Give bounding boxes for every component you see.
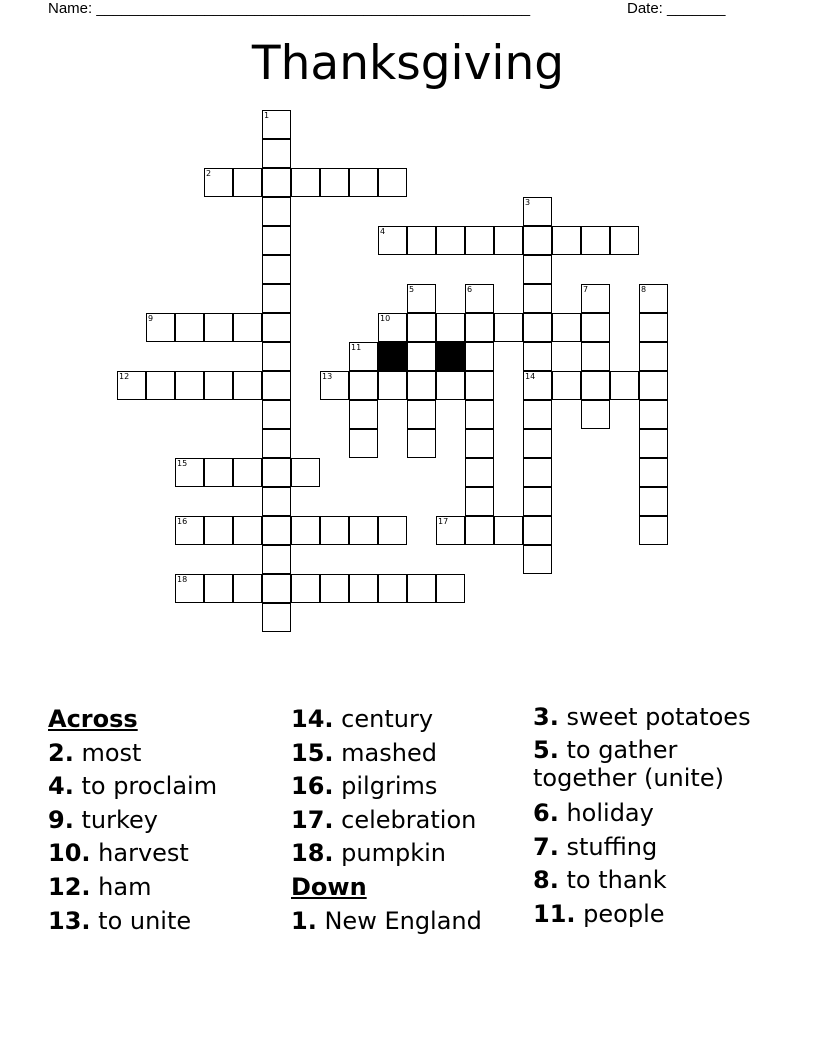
- grid-cell[interactable]: [465, 226, 494, 255]
- grid-cell[interactable]: [204, 458, 233, 487]
- clue-number: 2: [206, 169, 212, 178]
- grid-cell[interactable]: [349, 168, 378, 197]
- grid-cell[interactable]: [262, 487, 291, 516]
- grid-cell[interactable]: [204, 168, 233, 197]
- grid-cell[interactable]: [465, 458, 494, 487]
- grid-cell[interactable]: [262, 255, 291, 284]
- grid-cell[interactable]: [262, 429, 291, 458]
- grid-cell[interactable]: [233, 458, 262, 487]
- grid-cell[interactable]: [349, 371, 378, 400]
- grid-cell[interactable]: [407, 371, 436, 400]
- clue-column-3: [533, 703, 773, 931]
- across-clue: 9. turkey: [48, 805, 158, 834]
- grid-cell[interactable]: [465, 487, 494, 516]
- grid-cell[interactable]: [320, 168, 349, 197]
- grid-cell[interactable]: [175, 574, 204, 603]
- grid-cell[interactable]: [639, 400, 668, 429]
- grid-cell[interactable]: [436, 371, 465, 400]
- clue-number: 15: [177, 459, 188, 468]
- grid-cell[interactable]: [146, 313, 175, 342]
- grid-cell[interactable]: [291, 458, 320, 487]
- grid-cell[interactable]: [291, 516, 320, 545]
- down-clue: 1. New England: [291, 906, 482, 935]
- grid-cell[interactable]: [262, 313, 291, 342]
- grid-cell[interactable]: [320, 371, 349, 400]
- grid-cell[interactable]: [436, 574, 465, 603]
- grid-cell[interactable]: [523, 429, 552, 458]
- clue-number: 8: [641, 285, 647, 294]
- clue-number: 18: [177, 575, 188, 584]
- across-clue: 14. century: [291, 705, 434, 733]
- page-title: Thanksgiving: [251, 36, 565, 91]
- grid-cell[interactable]: [523, 545, 552, 574]
- grid-cell[interactable]: [523, 516, 552, 545]
- grid-cell[interactable]: [436, 313, 465, 342]
- across-clue: 16. pilgrims: [291, 772, 438, 801]
- grid-cell[interactable]: [465, 284, 494, 313]
- grid-cell[interactable]: [204, 313, 233, 342]
- grid-cell[interactable]: [639, 371, 668, 400]
- clue-number: 12: [119, 372, 130, 381]
- grid-cell[interactable]: [581, 284, 610, 313]
- grid-cell[interactable]: [378, 516, 407, 545]
- grid-cell[interactable]: [494, 313, 523, 342]
- down-clue: 7. stuffing: [533, 832, 658, 861]
- grid-block: [378, 342, 407, 371]
- grid-cell[interactable]: [204, 516, 233, 545]
- grid-cell[interactable]: [465, 400, 494, 429]
- grid-cell[interactable]: [233, 168, 262, 197]
- grid-cell[interactable]: [320, 574, 349, 603]
- grid-cell[interactable]: [175, 371, 204, 400]
- grid-cell[interactable]: [233, 516, 262, 545]
- grid-cell[interactable]: [378, 574, 407, 603]
- grid-cell[interactable]: [233, 574, 262, 603]
- down-clue: 8. to thank: [533, 866, 667, 895]
- grid-cell[interactable]: [494, 516, 523, 545]
- grid-cell[interactable]: [639, 458, 668, 487]
- clue-number: 5: [409, 285, 415, 294]
- grid-block: [436, 342, 465, 371]
- grid-cell[interactable]: [262, 197, 291, 226]
- grid-cell[interactable]: [465, 429, 494, 458]
- date-field-label: Date: _______: [627, 0, 726, 17]
- grid-cell[interactable]: [262, 168, 291, 197]
- down-clue: 5. to gather together (unite): [533, 736, 724, 792]
- grid-cell[interactable]: [291, 574, 320, 603]
- clue-column-2: [291, 703, 531, 938]
- clue-number: 16: [177, 517, 188, 526]
- grid-cell[interactable]: [407, 400, 436, 429]
- grid-cell[interactable]: [610, 226, 639, 255]
- grid-cell[interactable]: [407, 226, 436, 255]
- clue-number: 13: [322, 372, 333, 381]
- down-clue: 6. holiday: [533, 799, 654, 827]
- grid-cell[interactable]: [378, 168, 407, 197]
- grid-cell[interactable]: [378, 371, 407, 400]
- clue-number: 3: [525, 198, 531, 207]
- grid-cell[interactable]: [233, 371, 262, 400]
- clue-number: 1: [264, 111, 270, 120]
- grid-cell[interactable]: [175, 313, 204, 342]
- grid-cell[interactable]: [639, 429, 668, 458]
- grid-cell[interactable]: [349, 516, 378, 545]
- grid-cell[interactable]: [204, 371, 233, 400]
- grid-cell[interactable]: [465, 516, 494, 545]
- grid-cell[interactable]: [407, 313, 436, 342]
- grid-cell[interactable]: [465, 342, 494, 371]
- grid-cell[interactable]: [581, 371, 610, 400]
- clue-number: 4: [380, 227, 386, 236]
- grid-cell[interactable]: [465, 313, 494, 342]
- grid-cell[interactable]: [349, 429, 378, 458]
- grid-cell[interactable]: [262, 284, 291, 313]
- grid-cell[interactable]: [175, 458, 204, 487]
- across-clue: 18. pumpkin: [291, 839, 446, 868]
- clue-number: 17: [438, 517, 449, 526]
- across-clue: 12. ham: [48, 872, 152, 901]
- grid-cell[interactable]: [494, 226, 523, 255]
- clue-number: 6: [467, 285, 473, 294]
- grid-cell[interactable]: [552, 226, 581, 255]
- grid-cell[interactable]: [581, 342, 610, 371]
- across-clue: 15. mashed: [291, 738, 437, 767]
- grid-cell[interactable]: [291, 168, 320, 197]
- clue-number: 11: [351, 343, 362, 352]
- grid-cell[interactable]: [639, 342, 668, 371]
- grid-cell[interactable]: [436, 226, 465, 255]
- grid-cell[interactable]: [407, 574, 436, 603]
- grid-cell[interactable]: [262, 342, 291, 371]
- grid-cell[interactable]: [262, 400, 291, 429]
- grid-cell[interactable]: [262, 516, 291, 545]
- grid-cell[interactable]: [146, 371, 175, 400]
- grid-cell[interactable]: [378, 313, 407, 342]
- grid-cell[interactable]: [523, 313, 552, 342]
- grid-cell[interactable]: [523, 255, 552, 284]
- grid-cell[interactable]: [320, 516, 349, 545]
- grid-cell[interactable]: [204, 574, 233, 603]
- grid-cell[interactable]: [523, 400, 552, 429]
- grid-cell[interactable]: [523, 226, 552, 255]
- grid-cell[interactable]: [349, 342, 378, 371]
- grid-cell[interactable]: [262, 545, 291, 574]
- grid-cell[interactable]: [465, 371, 494, 400]
- clue-number: 9: [148, 314, 154, 323]
- grid-cell[interactable]: [639, 313, 668, 342]
- grid-cell[interactable]: [262, 139, 291, 168]
- grid-cell[interactable]: [523, 342, 552, 371]
- grid-cell[interactable]: [117, 371, 146, 400]
- grid-cell[interactable]: [378, 226, 407, 255]
- down-clue: 3. sweet potatoes: [533, 703, 751, 731]
- grid-cell[interactable]: [262, 110, 291, 139]
- grid-cell[interactable]: [349, 400, 378, 429]
- grid-cell[interactable]: [407, 342, 436, 371]
- across-clue: 13. to unite: [48, 906, 192, 935]
- grid-cell[interactable]: [175, 516, 204, 545]
- grid-cell[interactable]: [262, 603, 291, 632]
- grid-cell[interactable]: [639, 516, 668, 545]
- grid-cell[interactable]: [639, 487, 668, 516]
- clue-number: 14: [525, 372, 536, 381]
- grid-cell[interactable]: [262, 574, 291, 603]
- grid-cell[interactable]: [349, 574, 378, 603]
- grid-cell[interactable]: [610, 371, 639, 400]
- grid-cell[interactable]: [581, 400, 610, 429]
- grid-cell[interactable]: [523, 197, 552, 226]
- name-field-label: Name: ____________________________________________________: [48, 0, 531, 17]
- grid-cell[interactable]: [581, 226, 610, 255]
- across-heading: Across: [48, 705, 138, 733]
- clue-column-1: [48, 703, 288, 938]
- down-heading: Down: [291, 872, 367, 901]
- grid-cell[interactable]: [407, 284, 436, 313]
- grid-cell[interactable]: [262, 458, 291, 487]
- clue-number: 7: [583, 285, 589, 294]
- grid-cell[interactable]: [552, 313, 581, 342]
- grid-cell[interactable]: [523, 371, 552, 400]
- down-clue: 11. people: [533, 899, 665, 928]
- grid-cell[interactable]: [552, 371, 581, 400]
- across-clue: 2. most: [48, 738, 142, 767]
- grid-cell[interactable]: [262, 226, 291, 255]
- across-clue: 17. celebration: [291, 805, 477, 834]
- across-clue: 10. harvest: [48, 839, 189, 868]
- grid-cell[interactable]: [407, 429, 436, 458]
- grid-cell[interactable]: [262, 371, 291, 400]
- across-clue: 4. to proclaim: [48, 772, 218, 801]
- grid-cell[interactable]: [523, 458, 552, 487]
- grid-cell[interactable]: [523, 284, 552, 313]
- grid-cell[interactable]: [436, 516, 465, 545]
- grid-cell[interactable]: [233, 313, 262, 342]
- grid-cell[interactable]: [581, 313, 610, 342]
- grid-cell[interactable]: [523, 487, 552, 516]
- clue-number: 10: [380, 314, 391, 323]
- grid-cell[interactable]: [639, 284, 668, 313]
